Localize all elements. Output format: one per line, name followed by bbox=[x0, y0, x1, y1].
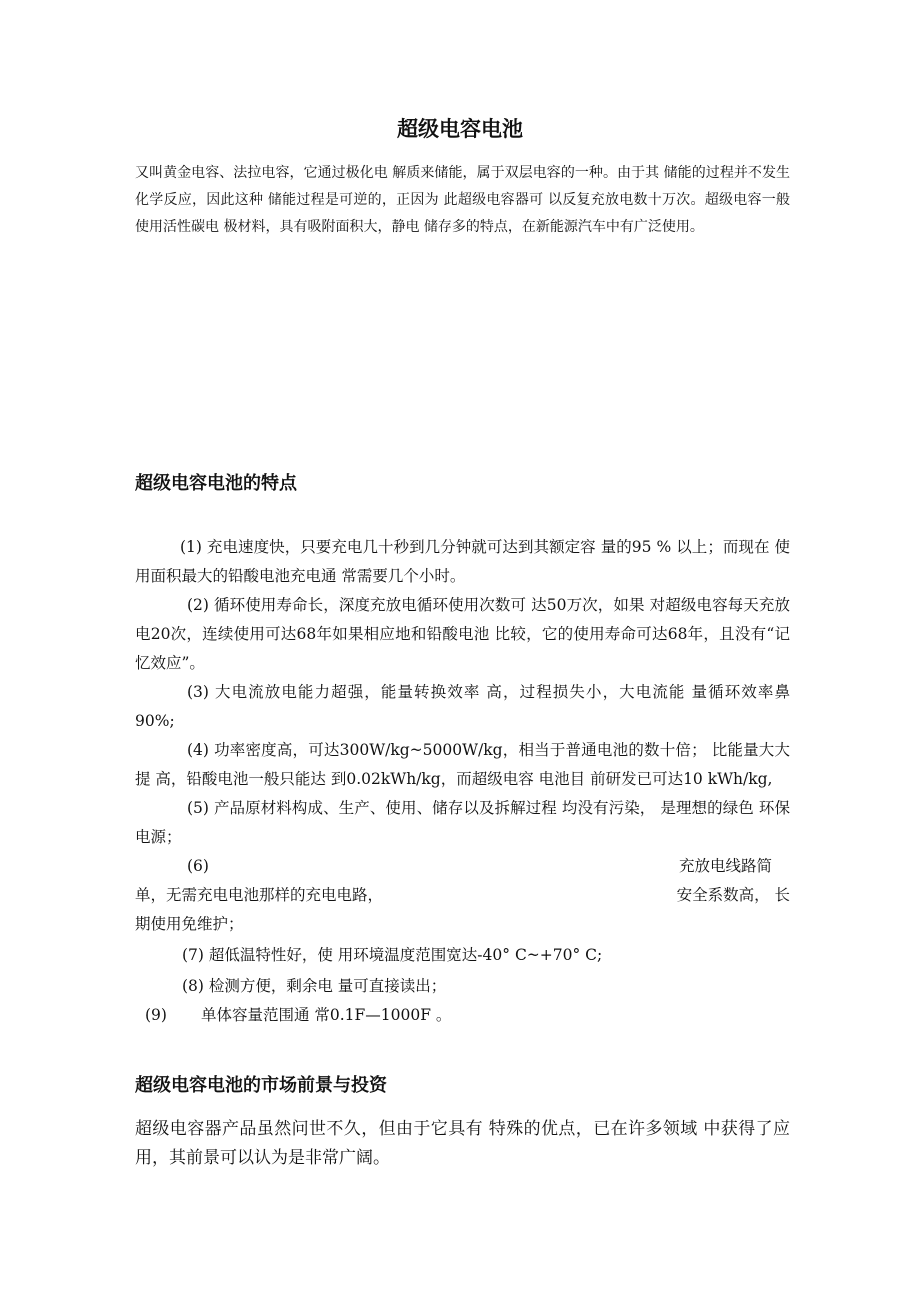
page-title: 超级电容电池 bbox=[397, 117, 523, 142]
feature-item-9-text: 单体容量范围通 常0.1F—1000F 。 bbox=[200, 1006, 452, 1024]
feature-item-3: (3) 大电流放电能力超强，能量转换效率 高，过程损失小，大电流能 量循环效率鼻90%; bbox=[135, 683, 790, 730]
feature-item-6-text: 单，无需充电电池那样的充电电路， bbox=[135, 886, 384, 904]
market-paragraph: 超级电容器产品虽然问世不久，但由于它具有 特殊的优点，已在许多领域 中获得了应用，其前景可以认为是非常广阔。 bbox=[135, 1119, 790, 1168]
feature-item-8: (8) 检测方便，剩余电 量可直接读出； bbox=[182, 977, 447, 995]
feature-item-6-text-end: 充放电线路简 bbox=[678, 857, 772, 875]
feature-item-6 bbox=[135, 852, 790, 939]
intro-paragraph: 又叫黄金电容、法拉电容，它通过极化电 解质来储能，属于双层电容的一种。由于其 储能的过程并不发生化学反应，因此这种 储能过程是可逆的，正因为 此超级电容器可 以反复充放电数十万次。超级电容一般使用活性碳电 极材料，具有吸附面积大，静电 储存多的特点，在新能源汽车中有广泛使用。 bbox=[135, 165, 790, 235]
feature-item-9-number: (9) bbox=[145, 1006, 167, 1024]
market-heading: 超级电容电池的市场前景与投资 bbox=[135, 1075, 387, 1096]
feature-item-4: (4) 功率密度高，可达300W/kg~5000W/kg，相当于普通电池的数十倍； 比能量大大提 高，铅酸电池一般只能达 到0.02kWh/kg，而超级电容 电池目 前研发已可达10 kWh/kg, bbox=[135, 741, 790, 788]
feature-item-7: (7) 超低温特性好，使 用环境温度范围宽达-40° C~+70° C; bbox=[182, 946, 603, 964]
feature-item-6-text-maintenance: 期使用免维护； bbox=[135, 915, 244, 933]
feature-item-5: (5) 产品原材料构成、生产、使用、储存以及拆解过程 均没有污染， 是理想的绿色 环保电源； bbox=[135, 799, 790, 846]
feature-item-6-number: (6) bbox=[187, 857, 209, 875]
feature-item-9 bbox=[135, 1001, 790, 1030]
features-heading: 超级电容电池的特点 bbox=[135, 473, 297, 494]
features-list bbox=[135, 533, 790, 1030]
feature-item-2: (2) 循环使用寿命长，深度充放电循环使用次数可 达50万次，如果 对超级电容每天充放电20次，连续使用可达68年如果相应地和铅酸电池 比较，它的使用寿命可达68年，且没有“记忆效应”。 bbox=[135, 596, 790, 672]
feature-item-6-text-safety: 安全系数高， 长 bbox=[676, 886, 790, 904]
feature-item-1: (1) 充电速度快，只要充电几十秒到几分钟就可达到其额定容 量的95 % 以上；而现在 使用面积最大的铅酸电池充电通 常需要几个小时。 bbox=[135, 538, 790, 585]
